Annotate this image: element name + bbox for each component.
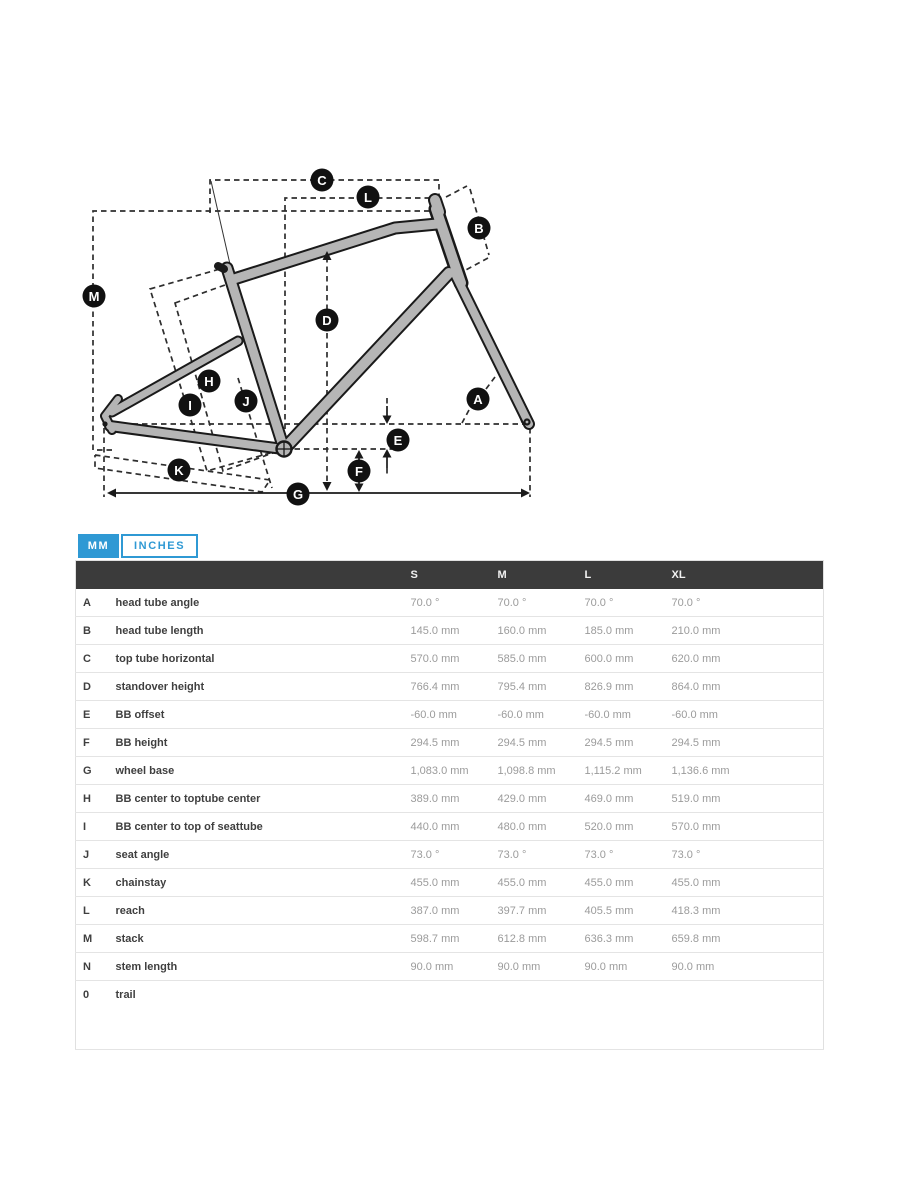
diagram-label-b	[468, 217, 491, 240]
diagram-label-k	[168, 459, 191, 482]
row-letter: N	[76, 953, 108, 981]
table-row	[76, 757, 824, 785]
tab-inches[interactable]: INCHES	[121, 534, 198, 558]
row-value: 90.0 mm	[498, 953, 585, 981]
svg-text:G: G	[292, 487, 304, 502]
row-value: 389.0 mm	[411, 785, 498, 813]
row-letter: L	[76, 897, 108, 925]
row-value: 294.5 mm	[411, 729, 498, 757]
row-value: 1,098.8 mm	[498, 757, 585, 785]
row-value: 70.0 °	[585, 589, 672, 617]
row-label: reach	[108, 897, 411, 925]
row-value: 145.0 mm	[411, 617, 498, 645]
row-label: BB height	[108, 729, 411, 757]
row-value: 585.0 mm	[498, 645, 585, 673]
row-value: 1,115.2 mm	[585, 757, 672, 785]
svg-text:E: E	[393, 433, 403, 448]
table-row	[76, 589, 824, 617]
row-value: 73.0 °	[672, 841, 759, 869]
row-pad	[759, 897, 824, 925]
row-value: -60.0 mm	[411, 701, 498, 729]
row-value: 387.0 mm	[411, 897, 498, 925]
table-row	[76, 785, 824, 813]
diagram-label-e	[387, 429, 410, 452]
row-value: 636.3 mm	[585, 925, 672, 953]
row-letter: K	[76, 869, 108, 897]
row-value: 600.0 mm	[585, 645, 672, 673]
row-value: 70.0 °	[498, 589, 585, 617]
row-pad	[759, 729, 824, 757]
row-letter: I	[76, 813, 108, 841]
table-row	[76, 673, 824, 701]
diagram-label-m	[83, 285, 106, 308]
row-label: wheel base	[108, 757, 411, 785]
row-value: 210.0 mm	[672, 617, 759, 645]
row-value: 455.0 mm	[411, 869, 498, 897]
table-row	[76, 813, 824, 841]
row-letter: G	[76, 757, 108, 785]
row-pad	[759, 841, 824, 869]
row-value: 70.0 °	[672, 589, 759, 617]
row-value: -60.0 mm	[672, 701, 759, 729]
table-row	[76, 869, 824, 897]
row-letter: J	[76, 841, 108, 869]
row-value: 73.0 °	[411, 841, 498, 869]
row-value: 1,136.6 mm	[672, 757, 759, 785]
row-value: 160.0 mm	[498, 617, 585, 645]
unit-tabs	[78, 534, 198, 558]
row-label: stem length	[108, 953, 411, 981]
header-size-m: M	[498, 561, 585, 590]
row-value: 826.9 mm	[585, 673, 672, 701]
row-value: 294.5 mm	[672, 729, 759, 757]
row-letter: E	[76, 701, 108, 729]
svg-text:K: K	[174, 463, 184, 478]
svg-text:H: H	[204, 374, 214, 389]
svg-text:J: J	[242, 394, 250, 409]
bike-geometry-diagram	[0, 0, 900, 530]
row-value: 455.0 mm	[585, 869, 672, 897]
row-letter: B	[76, 617, 108, 645]
diagram-label-j	[235, 390, 258, 413]
svg-text:A: A	[473, 392, 483, 407]
row-letter: A	[76, 589, 108, 617]
row-label: stack	[108, 925, 411, 953]
row-value: 294.5 mm	[498, 729, 585, 757]
row-value	[411, 981, 498, 1050]
row-letter: D	[76, 673, 108, 701]
row-letter: F	[76, 729, 108, 757]
header-size-xl: XL	[672, 561, 759, 590]
row-label: head tube length	[108, 617, 411, 645]
diagram-label-h	[198, 370, 221, 393]
row-label: standover height	[108, 673, 411, 701]
row-value: 73.0 °	[498, 841, 585, 869]
row-pad	[759, 645, 824, 673]
row-value: 418.3 mm	[672, 897, 759, 925]
svg-text:D: D	[322, 313, 332, 328]
seat-clamp	[218, 266, 224, 269]
diagram-label-f	[348, 460, 371, 483]
header-size-l: L	[585, 561, 672, 590]
svg-text:B: B	[474, 221, 484, 236]
row-label: trail	[108, 981, 411, 1050]
row-label: top tube horizontal	[108, 645, 411, 673]
row-letter: H	[76, 785, 108, 813]
geometry-table-body	[76, 589, 824, 1050]
row-value: 185.0 mm	[585, 617, 672, 645]
svg-text:L: L	[364, 190, 372, 205]
row-value: 90.0 mm	[411, 953, 498, 981]
row-pad	[759, 925, 824, 953]
header-pad	[759, 561, 824, 590]
row-value: 73.0 °	[585, 841, 672, 869]
table-row	[76, 701, 824, 729]
row-value: 429.0 mm	[498, 785, 585, 813]
row-value: 440.0 mm	[411, 813, 498, 841]
diagram-label-d	[316, 309, 339, 332]
row-value: 795.4 mm	[498, 673, 585, 701]
row-value	[585, 981, 672, 1050]
row-value: 90.0 mm	[672, 953, 759, 981]
row-value: 70.0 °	[411, 589, 498, 617]
row-value: 570.0 mm	[411, 645, 498, 673]
row-value: 598.7 mm	[411, 925, 498, 953]
row-value: 620.0 mm	[672, 645, 759, 673]
tab-mm[interactable]: MM	[78, 534, 119, 558]
rear-axle	[102, 421, 107, 426]
row-pad	[759, 953, 824, 981]
row-label: BB center to toptube center	[108, 785, 411, 813]
row-pad	[759, 701, 824, 729]
geometry-table	[75, 560, 824, 1050]
row-pad	[759, 617, 824, 645]
row-value: 519.0 mm	[672, 785, 759, 813]
table-row	[76, 841, 824, 869]
stack-measure-line	[93, 211, 433, 450]
row-value: -60.0 mm	[585, 701, 672, 729]
row-value: 397.7 mm	[498, 897, 585, 925]
row-pad	[759, 785, 824, 813]
table-row	[76, 953, 824, 981]
svg-text:F: F	[355, 464, 363, 479]
diagram-label-l	[357, 186, 380, 209]
table-row	[76, 617, 824, 645]
header-size-s: S	[411, 561, 498, 590]
row-value: 520.0 mm	[585, 813, 672, 841]
row-value: 455.0 mm	[498, 869, 585, 897]
diagram-label-i	[179, 394, 202, 417]
table-row	[76, 897, 824, 925]
row-letter: M	[76, 925, 108, 953]
header-label	[108, 561, 411, 590]
diagram-label-a	[467, 388, 490, 411]
svg-text:C: C	[317, 173, 327, 188]
row-pad	[759, 673, 824, 701]
row-label: chainstay	[108, 869, 411, 897]
row-value: 480.0 mm	[498, 813, 585, 841]
row-pad	[759, 813, 824, 841]
table-row	[76, 925, 824, 953]
table-header-row	[76, 561, 824, 590]
row-value	[498, 981, 585, 1050]
row-label: seat angle	[108, 841, 411, 869]
header-letter	[76, 561, 108, 590]
row-value: 469.0 mm	[585, 785, 672, 813]
table-row	[76, 981, 824, 1050]
table-row	[76, 645, 824, 673]
row-value: 294.5 mm	[585, 729, 672, 757]
row-value: 612.8 mm	[498, 925, 585, 953]
row-label: BB center to top of seattube	[108, 813, 411, 841]
svg-text:M: M	[88, 289, 100, 304]
row-value: 864.0 mm	[672, 673, 759, 701]
row-value: 455.0 mm	[672, 869, 759, 897]
row-value: 90.0 mm	[585, 953, 672, 981]
row-value: 1,083.0 mm	[411, 757, 498, 785]
row-value: 405.5 mm	[585, 897, 672, 925]
seattube-leader-line	[211, 181, 232, 273]
diagram-label-g	[287, 483, 310, 506]
row-label: head tube angle	[108, 589, 411, 617]
row-pad	[759, 869, 824, 897]
row-value	[672, 981, 759, 1050]
row-value: 766.4 mm	[411, 673, 498, 701]
row-value: 659.8 mm	[672, 925, 759, 953]
row-pad	[759, 757, 824, 785]
row-pad	[759, 589, 824, 617]
row-letter: 0	[76, 981, 108, 1050]
row-letter: C	[76, 645, 108, 673]
row-label: BB offset	[108, 701, 411, 729]
diagram-label-c	[311, 169, 334, 192]
row-value: 570.0 mm	[672, 813, 759, 841]
measurement-lines	[93, 180, 532, 497]
row-pad	[759, 981, 824, 1050]
row-value: -60.0 mm	[498, 701, 585, 729]
table-row	[76, 729, 824, 757]
svg-text:I: I	[188, 398, 192, 413]
